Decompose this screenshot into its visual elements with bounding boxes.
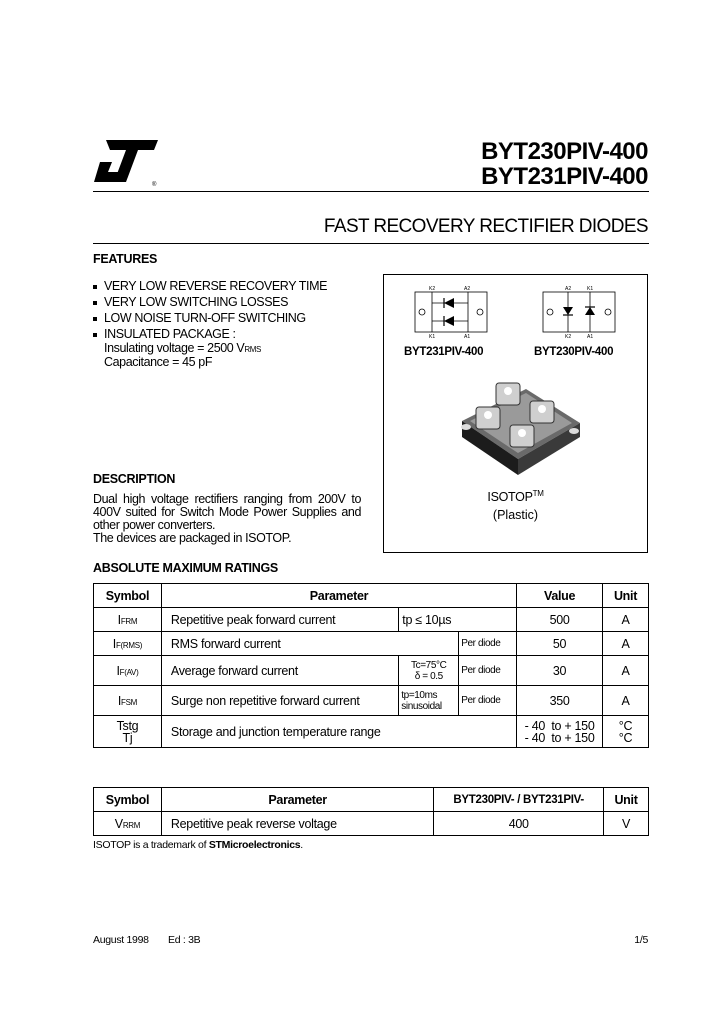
- value-cell: 50: [517, 632, 603, 656]
- schematic-231: [412, 283, 490, 339]
- part-number-1: BYT230PIV-400: [481, 138, 648, 165]
- table-row: [94, 608, 649, 632]
- footer-date: August 1998: [93, 934, 149, 946]
- unit-cell: A: [603, 686, 649, 716]
- symbol-cell: IF(AV): [94, 656, 162, 686]
- symbol-cell: IFSM: [94, 686, 162, 716]
- symbol-cell: IFRM: [94, 608, 162, 632]
- parameter-cell: Average forward current: [161, 656, 398, 686]
- table-header-row: [94, 584, 649, 608]
- document-subtitle: FAST RECOVERY RECTIFIER DIODES: [323, 216, 648, 237]
- features-heading: FEATURES: [93, 252, 158, 266]
- package-figure: [383, 274, 648, 553]
- svg-text:®: ®: [152, 182, 157, 188]
- value-cell: - 40 to + 150 - 40 to + 150: [517, 716, 603, 748]
- value-cell: 30: [517, 656, 603, 686]
- schematic-label-230: BYT230PIV-400: [534, 346, 614, 358]
- voltage-table: [93, 787, 649, 836]
- description-line2: The devices are packaged in ISOTOP.: [93, 531, 292, 545]
- per-diode-cell: Per diode: [459, 656, 517, 686]
- feature-item: VERY LOW SWITCHING LOSSES: [93, 294, 327, 310]
- st-logo: [92, 136, 164, 192]
- symbol-cell: VRRM: [94, 812, 162, 836]
- package-name: ISOTOP™: [487, 489, 544, 505]
- description-heading: DESCRIPTION: [93, 472, 176, 486]
- pin-k2: K2: [429, 286, 436, 292]
- col-symbol: Symbol: [94, 584, 162, 608]
- col-unit: Unit: [603, 584, 649, 608]
- pin-a2: A2: [565, 286, 572, 292]
- schematic-230: [540, 283, 618, 339]
- table-row: [94, 812, 649, 836]
- unit-cell: A: [603, 632, 649, 656]
- package-type: (Plastic): [492, 508, 539, 522]
- pin-k2: K2: [565, 334, 572, 339]
- parameter-cell: Storage and junction temperature range: [161, 716, 516, 748]
- abs-max-heading: ABSOLUTE MAXIMUM RATINGS: [93, 561, 278, 575]
- col-value: Value: [517, 584, 603, 608]
- footer-edition: Ed : 3B: [168, 934, 201, 946]
- table-row: [94, 632, 649, 656]
- value-cell: 400: [434, 812, 604, 836]
- table-row: [94, 686, 649, 716]
- trademark-note: ISOTOP is a trademark of STMicroelectronics.: [93, 839, 303, 851]
- feature-item: INSULATED PACKAGE :: [93, 326, 327, 342]
- per-diode-cell: Per diode: [459, 632, 517, 656]
- unit-cell: V: [604, 812, 649, 836]
- unit-cell: A: [603, 656, 649, 686]
- pin-k1: K1: [587, 286, 594, 292]
- feature-item: VERY LOW REVERSE RECOVERY TIME: [93, 278, 327, 294]
- parameter-cell: RMS forward current: [161, 632, 458, 656]
- page-number: 1/5: [634, 934, 648, 946]
- col-devices: BYT230PIV- / BYT231PIV-: [434, 788, 604, 812]
- unit-cell: A: [603, 608, 649, 632]
- pin-a1: A1: [464, 334, 471, 339]
- subtitle-rule: [93, 243, 649, 244]
- col-parameter: Parameter: [161, 788, 433, 812]
- col-parameter: Parameter: [161, 584, 516, 608]
- part-number-2: BYT231PIV-400: [481, 163, 648, 190]
- pin-a1: A1: [587, 334, 594, 339]
- per-diode-cell: Per diode: [459, 686, 517, 716]
- symbol-cell: IF(RMS): [94, 632, 162, 656]
- parameter-cell: Surge non repetitive forward current: [161, 686, 398, 716]
- table-header-row: [94, 788, 649, 812]
- parameter-cell: Repetitive peak forward current: [161, 608, 398, 632]
- symbol-cell: Tstg Tj: [94, 716, 162, 748]
- value-cell: 350: [517, 686, 603, 716]
- table-row: [94, 656, 649, 686]
- col-symbol: Symbol: [94, 788, 162, 812]
- header-rule: [93, 191, 649, 192]
- condition-cell: tp=10ms sinusoidal: [399, 686, 459, 716]
- condition-cell: tp ≤ 10µs: [399, 608, 517, 632]
- value-cell: 500: [517, 608, 603, 632]
- features-list: [93, 278, 327, 368]
- isotop-package-image: [456, 375, 586, 479]
- pin-a2: A2: [464, 286, 471, 292]
- feature-item: LOW NOISE TURN-OFF SWITCHING: [93, 310, 327, 326]
- pin-k1: K1: [429, 334, 436, 339]
- abs-max-table: [93, 583, 649, 748]
- description-body: [93, 493, 361, 545]
- col-unit: Unit: [604, 788, 649, 812]
- schematic-label-231: BYT231PIV-400: [404, 346, 484, 358]
- unit-cell: °C °C: [603, 716, 649, 748]
- table-row: [94, 716, 649, 748]
- parameter-cell: Repetitive peak reverse voltage: [161, 812, 433, 836]
- condition-cell: Tc=75°C δ = 0.5: [399, 656, 459, 686]
- insulating-voltage: Insulating voltage = 2500 VRMS: [104, 341, 261, 355]
- capacitance: Capacitance = 45 pF: [104, 355, 213, 369]
- description-paragraph: Dual high voltage rectifiers ranging from 200V to 400V suited for Switch Mode Power Supplies and other power converters.: [93, 492, 361, 532]
